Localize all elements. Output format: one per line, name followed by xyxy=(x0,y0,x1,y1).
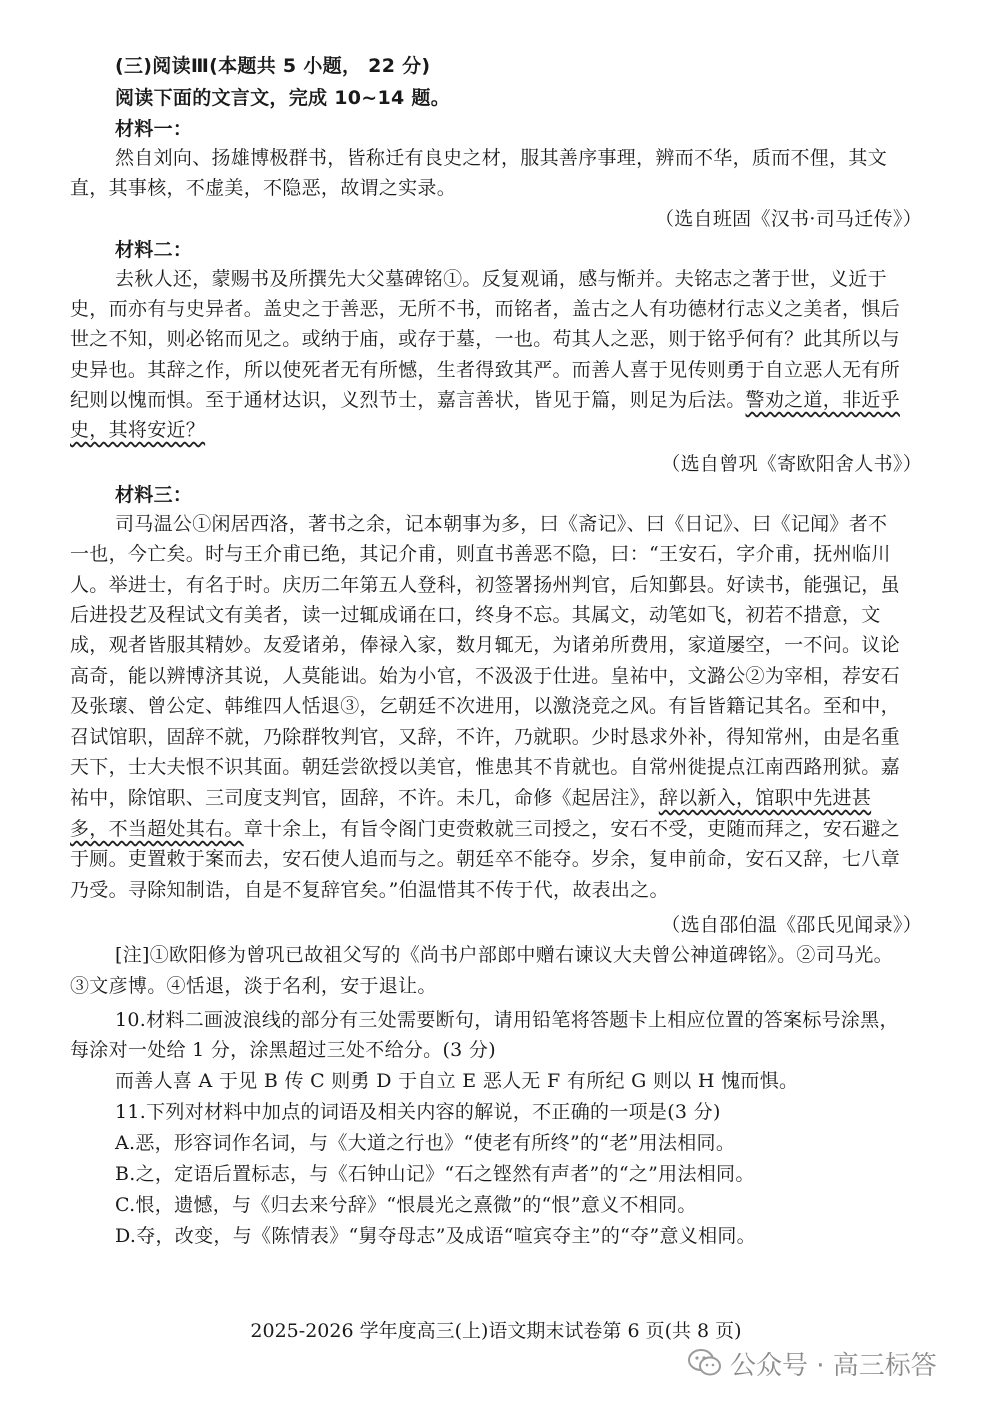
material3-line11-underlined: 多，不当超处其右。 xyxy=(70,818,244,840)
material3-line: 一也，今亡矣。时与王介甫已绝，其记介甫，则直书善恶不隐，曰：“王安石，字介甫，抚州临川 xyxy=(70,543,891,565)
material1-line: 然自刘向、扬雄博极群书，皆称迁有良史之材，服其善序事理，辨而不华，质而不俚，其文 xyxy=(115,147,888,169)
notes-line: ③文彦博。④恬退，淡于名利，安于退让。 xyxy=(70,975,437,997)
material2-line5-text: 纪则以愧而惧。至于通材达识，义烈节士，嘉言善状，皆见于篇，则足为后法。 xyxy=(70,389,746,411)
material2-line xyxy=(70,416,205,444)
material3-line: 召试馆职，固辞不就，乃除群牧判官，又辞，不许，乃就职。少时恳求外补，得知常州，由是名重 xyxy=(70,726,900,748)
material2-line: 去秋人还，蒙赐书及所撰先大父墓碑铭①。反复观诵，感与惭并。夫铭志之著于世，义近于 xyxy=(115,268,888,290)
material3-line: 天下，士大夫恨不识其面。朝廷尝欲授以美官，惟患其不肯就也。自常州徙提点江南西路刑狱。嘉 xyxy=(70,756,900,778)
material3-line: 于厕。吏置敕于案而去，安石使人追而与之。朝廷卒不能夺。岁余，复申前命，安石又辞，七八章 xyxy=(70,848,900,870)
material3-line11-text: 章十余上，有旨令阁门吏赍敕就三司授之，安石不受，吏随而拜之，安石避之 xyxy=(243,818,900,840)
question-10-stem: 10.材料二画波浪线的部分有三处需要断句，请用铅笔将答题卡上相应位置的答案标号涂黑， xyxy=(115,1009,899,1031)
material2-line6-underlined: 史，其将安近？ xyxy=(70,419,206,441)
question-10-stem-cont: 每涂对一处给 1 分，涂黑超过三处不给分。(3 分) xyxy=(70,1039,496,1061)
question-11-option-b: B.之，定语后置标志，与《石钟山记》“石之铿然有声者”的“之”用法相同。 xyxy=(115,1163,755,1185)
material3-line: 后进投艺及程试文有美者，读一过辄成诵在口，终身不忘。其属文，动笔如飞，初若不措意，文 xyxy=(70,604,881,626)
material3-source: （选自邵伯温《邵氏见闻录》） xyxy=(661,914,922,936)
notes-line: [注]①欧阳修为曾巩已故祖父写的《尚书户部郎中赠右谏议大夫曾公神道碑铭》。②司马光。 xyxy=(115,944,893,966)
material3-label: 材料三： xyxy=(115,484,193,506)
material1-line: 直，其事核，不虚美，不隐恶，故谓之实录。 xyxy=(70,177,457,199)
material2-line5-underlined: 警劝之道，非近乎 xyxy=(745,389,900,411)
section-heading: (三)阅读Ⅲ(本题共 5 小题， 22 分) xyxy=(115,55,431,77)
question-10-options: 而善人喜 A 于见 B 传 C 则勇 D 于自立 E 恶人无 F 有所纪 G 则以 H 愧而惧。 xyxy=(115,1070,799,1092)
watermark-text: 公众号 · 高三标答 xyxy=(730,1350,937,1381)
wechat-icon xyxy=(688,1348,722,1378)
material3-line: 高奇，能以辨博济其说，人莫能诎。始为小官，不汲汲于仕进。皇祐中，文潞公②为宰相，荐安石 xyxy=(70,665,900,687)
material1-source: （选自班固《汉书·司马迁传》） xyxy=(654,208,922,230)
material3-line: 乃受。寻除知制诰，自是不复辞官矣。”伯温惜其不传于代，故表出之。 xyxy=(70,879,669,901)
material2-line xyxy=(70,386,900,414)
material3-line: 及张瓌、曾公定、韩维四人恬退③，乞朝廷不次进用，以激浇竞之风。有旨皆籍记其名。至和中， xyxy=(70,695,900,717)
watermark xyxy=(688,1345,937,1381)
material3-line xyxy=(70,815,900,843)
material3-line10-text: 祐中，除馆职、三司度支判官，固辞，不许。未几，命修《起居注》， xyxy=(70,787,659,809)
material2-source: （选自曾巩《寄欧阳舍人书》） xyxy=(661,453,922,475)
material3-line: 司马温公①闲居西洛，著书之余，记本朝事为多，曰《斋记》、曰《日记》、曰《记闻》者不 xyxy=(115,513,888,535)
question-11-option-c: C.恨，遗憾，与《归去来兮辞》“恨晨光之熹微”的“恨”意义不相同。 xyxy=(115,1194,697,1216)
material3-line: 成，观者皆服其精妙。友爱诸弟，俸禄入家，数月辄无，为诸弟所费用，家道屡空，一不问。议论 xyxy=(70,634,900,656)
material2-label: 材料二： xyxy=(115,239,193,261)
section-instruction: 阅读下面的文言文，完成 10~14 题。 xyxy=(115,87,451,109)
question-11-stem: 11.下列对材料中加点的词语及相关内容的解说，不正确的一项是(3 分) xyxy=(115,1101,721,1123)
material3-line10-underlined: 辞以新入，馆职中先进甚 xyxy=(658,787,872,809)
material1-label: 材料一： xyxy=(115,118,193,140)
question-11-option-d: D.夺，改变，与《陈情表》“舅夺母志”及成语“喧宾夺主”的“夺”意义相同。 xyxy=(115,1225,756,1247)
question-11-option-a: A.恶，形容词作名词，与《大道之行也》“使老有所终”的“老”用法相同。 xyxy=(115,1132,736,1154)
material3-line xyxy=(70,784,871,812)
material3-line: 人。举进士，有名于时。庆历二年第五人登科，初签署扬州判官，后知鄞县。好读书，能强记，虽 xyxy=(70,574,900,596)
page-footer: 2025-2026 学年度高三(上)语文期末试卷第 6 页(共 8 页) xyxy=(250,1320,742,1342)
material2-line: 世之不知，则必铭而见之。或纳于庙，或存于墓，一也。苟其人之恶，则于铭乎何有？此其所以与 xyxy=(70,328,900,350)
material2-line: 史，而亦有与史异者。盖史之于善恶，无所不书，而铭者，盖古之人有功德材行志义之美者，惧后 xyxy=(70,298,900,320)
material2-line: 史异也。其辞之作，所以使死者无有所憾，生者得致其严。而善人喜于见传则勇于自立恶人无有所 xyxy=(70,359,900,381)
